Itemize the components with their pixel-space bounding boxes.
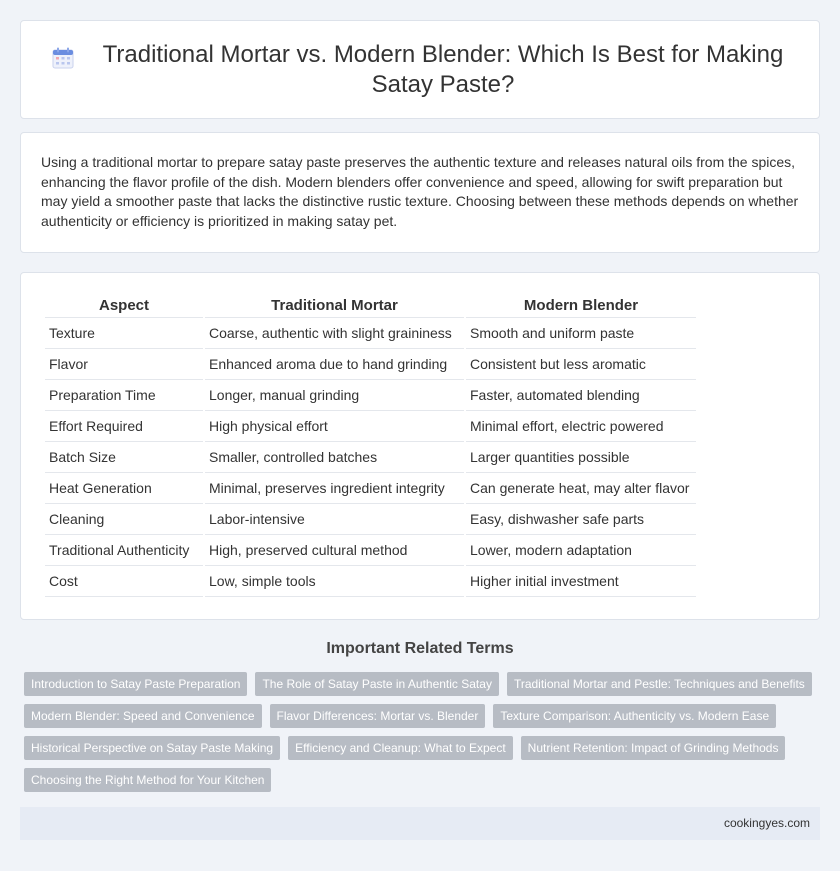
related-terms-heading: Important Related Terms: [326, 640, 514, 657]
column-header-mortar: Traditional Mortar: [205, 295, 464, 318]
related-terms-tags: [24, 672, 824, 792]
table-row: [45, 473, 696, 504]
related-term-tag[interactable]: Traditional Mortar and Pestle: Techniques and Benefits: [507, 672, 812, 696]
header-card: [20, 20, 820, 119]
table-cell: Higher initial investment: [466, 566, 696, 597]
table-cell: Easy, dishwasher safe parts: [466, 504, 696, 535]
table-row: [45, 442, 696, 473]
table-cell: Coarse, authentic with slight graininess: [205, 318, 464, 349]
page-title: Traditional Mortar vs. Modern Blender: Which Is Best for Making Satay Paste?: [102, 40, 784, 98]
calendar-icon: [52, 47, 74, 69]
table-cell: Low, simple tools: [205, 566, 464, 597]
intro-card: [20, 132, 820, 253]
table-cell: Minimal effort, electric powered: [466, 411, 696, 442]
related-term-tag[interactable]: Historical Perspective on Satay Paste Making: [24, 736, 280, 760]
related-term-tag[interactable]: Introduction to Satay Paste Preparation: [24, 672, 247, 696]
related-term-tag[interactable]: Texture Comparison: Authenticity vs. Modern Ease: [493, 704, 776, 728]
related-term-tag[interactable]: The Role of Satay Paste in Authentic Satay: [255, 672, 498, 696]
table-cell: Can generate heat, may alter flavor: [466, 473, 696, 504]
table-cell: Longer, manual grinding: [205, 380, 464, 411]
table-cell: Larger quantities possible: [466, 442, 696, 473]
table-row: [45, 380, 696, 411]
related-term-tag[interactable]: Modern Blender: Speed and Convenience: [24, 704, 262, 728]
table-row: [45, 504, 696, 535]
table-cell: Batch Size: [45, 442, 203, 473]
table-cell: High physical effort: [205, 411, 464, 442]
table-cell: Faster, automated blending: [466, 380, 696, 411]
table-row: [45, 349, 696, 380]
table-row: [45, 318, 696, 349]
table-cell: Labor-intensive: [205, 504, 464, 535]
column-header-blender: Modern Blender: [466, 295, 696, 318]
related-term-tag[interactable]: Nutrient Retention: Impact of Grinding Methods: [521, 736, 786, 760]
related-term-tag[interactable]: Choosing the Right Method for Your Kitchen: [24, 768, 271, 792]
table-cell: Heat Generation: [45, 473, 203, 504]
table-cell: Smaller, controlled batches: [205, 442, 464, 473]
table-cell: Effort Required: [45, 411, 203, 442]
table-row: [45, 411, 696, 442]
intro-paragraph: Using a traditional mortar to prepare satay paste preserves the authentic texture and releases natural oils from the spices, enhancing the flavor profile of the dish. Modern blenders offer convenience and speed, allowing for swift preparation but may yield a smoother paste that lacks the distinctive rustic texture. Choosing between these methods depends on whether authenticity or efficiency is prioritized in making satay pet.: [41, 154, 799, 229]
table-row: [45, 566, 696, 597]
table-cell: High, preserved cultural method: [205, 535, 464, 566]
table-row: [45, 535, 696, 566]
table-cell: Consistent but less aromatic: [466, 349, 696, 380]
table-cell: Texture: [45, 318, 203, 349]
table-cell: Traditional Authenticity: [45, 535, 203, 566]
related-term-tag[interactable]: Efficiency and Cleanup: What to Expect: [288, 736, 513, 760]
footer: [20, 807, 820, 840]
table-cell: Enhanced aroma due to hand grinding: [205, 349, 464, 380]
table-header-row: [45, 295, 696, 318]
table-cell: Flavor: [45, 349, 203, 380]
table-cell: Cost: [45, 566, 203, 597]
table-cell: Cleaning: [45, 504, 203, 535]
table-cell: Lower, modern adaptation: [466, 535, 696, 566]
comparison-table: [43, 295, 698, 597]
table-cell: Preparation Time: [45, 380, 203, 411]
table-cell: Smooth and uniform paste: [466, 318, 696, 349]
site-name[interactable]: cookingyes.com: [723, 816, 810, 830]
column-header-aspect: Aspect: [45, 295, 203, 318]
table-cell: Minimal, preserves ingredient integrity: [205, 473, 464, 504]
comparison-table-card: [20, 272, 820, 620]
related-term-tag[interactable]: Flavor Differences: Mortar vs. Blender: [270, 704, 486, 728]
